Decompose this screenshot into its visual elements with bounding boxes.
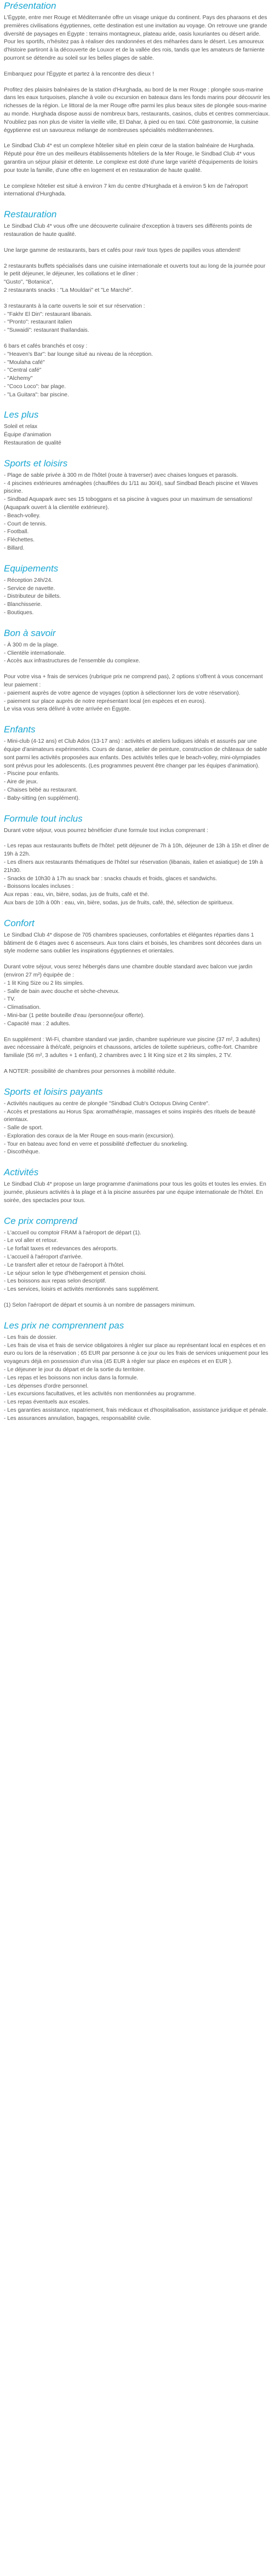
section-paragraph: 6 bars et cafés branchés et cosy : - "Heaven's Bar": bar lounge situé au niveau de la réception. - "Moulaha café" - "Central café" - "Alchemy" - "Coco Loco": bar plage. - "La Guitara": bar piscine. xyxy=(4,343,153,398)
section-paragraph: - Plage de sable privée à 300 m de l'hôtel (route à traverser) avec chaises longues et parasols. - 4 piscines extérieures aménagées (chauffées du 1/11 au 30/4), sauf Sindbad Beach piscine et Waves piscine. - Sindbad Aquapark avec ses 15 toboggans et sa piscine à vagues pour un maximum de sensations! (Aquapark ouvert à la clientèle extérieure). - Beach-volley. - Court de tennis. - Football. - Fléchettes. - Billard. xyxy=(4,472,258,552)
section-1 xyxy=(4,209,270,399)
section-paragraph: Embarquez pour l'Égypte et partez à la rencontre des dieux ! xyxy=(4,71,154,77)
section-title: Les plus xyxy=(4,409,39,420)
section-title: Les prix ne comprennent pas xyxy=(4,1320,124,1331)
section-5 xyxy=(4,627,270,714)
section-0 xyxy=(4,0,270,199)
section-paragraph: - Réception 24h/24. - Service de navette. - Distributeur de billets. - Blanchisserie. - Boutiques. xyxy=(4,577,61,616)
section-4 xyxy=(4,563,270,617)
section-title: Sports et loisirs payants xyxy=(4,1086,103,1097)
section-paragraph: - À 300 m de la plage. - Clientèle internationale. - Accès aux infrastructures de l'ensemble du complexe. xyxy=(4,642,140,665)
section-paragraph: Durant votre séjour, vous pourrez bénéficier d'une formule tout inclus comprenant : xyxy=(4,827,208,834)
section-paragraph: Le Sindbad Club 4* dispose de 705 chambres spacieuses, confortables et élégantes réparties dans 1 bâtiment de 6 étages avec 6 ascenseurs. Aux tons clairs et boisés, les chambres sont décorées dans un style moderne sans oublier les inspirations égyptiennes et orientales. xyxy=(4,932,262,955)
section-title: Bon à savoir xyxy=(4,627,56,638)
section-title: Activités xyxy=(4,1167,39,1178)
section-paragraph: Le Sindbad Club 4* vous offre une découverte culinaire d'exception à travers ses différents points de restauration de haute qualité. xyxy=(4,223,252,238)
section-10 xyxy=(4,1166,270,1205)
section-paragraph: (1) Selon l'aéroport de départ et soumis à un nombre de passagers minimum. xyxy=(4,1302,196,1309)
section-paragraph: - Les frais de dossier. - Les frais de visa et frais de service obligatoires à régler sur place au représentant local en espèces et en euro ou lors de la réservation ; 65 EUR par personne à ce jour ou les frais de services uniquement pour les voyageurs déjà en possession d'un visa (45 EUR à régler sur place en espèces et en EUR ). - Le déjeuner le jour du départ et de la sortie du territoire. - Les repas et les boissons non inclus dans la formule. - Les dépenses d'ordre personnel. - Les excursions facultatives, et les activités non mentionnées au programme. - Les repas éventuels aux escales. - Les garanties assistance, rapatriement, frais médicaux et d'hospitalisation, assistance juridique et pénale. - Les assurances annulation, bagages, responsabilité civile. xyxy=(4,1334,269,1422)
section-title: Sports et loisirs xyxy=(4,458,68,469)
section-title: Présentation xyxy=(4,1,56,11)
section-paragraph: - Activités nautiques au centre de plongée "Sindbad Club's Octopus Diving Centre". - Accès et prestations au Horus Spa: aromathérapie, massages et soins inspirés des rituels de beauté orientaux. - Salle de sport. - Exploration des coraux de la Mer Rouge en sous-marin (excursion). - Tour en bateau avec fond en verre et possibilité d'effectuer du snorkeling. - Discothèque. xyxy=(4,1100,256,1156)
section-paragraph: - Mini-club (4-12 ans) et Club Ados (13-17 ans) : activités et ateliers ludiques idéals et assurés par une équipe d'animateurs expérimentés. Cours de danse, atelier de peinture, construction de châteaux de sable sont parmi les activités proposées aux enfants. Des activités telles que le beach-volley, mini-olympiades sont prévus pour les adolescents. (Les programmes peuvent être changer par les équipes d'animation). - Piscine pour enfants. - Aire de jeux. - Chaises bébé au restaurant. - Baby-sitting (en supplément). xyxy=(4,738,267,801)
section-paragraph: Soleil et relax Équipe d'animation Restauration de qualité xyxy=(4,424,61,447)
section-paragraph: Le Sindbad Club 4* est un complexe hôtelier situé en plein cœur de la station balnéaire de Hurghada. Réputé pour être un des meilleurs établissements hôteliers de la Mer Rouge, le Sindbad Club 4* vous garantira un séjour plaisir et détente. Le complexe est doté d'une large variété d'équipements de loisirs pour toute la famille, d'une offre en logement et en restauration de haute qualité. xyxy=(4,143,258,174)
section-paragraph: 2 restaurants buffets spécialisés dans une cuisine internationale et ouverts tout au long de la journée pour le petit déjeuner, le déjeuner, les collations et le dîner : "Gusto", "Botanica", 2 restaurants snacks : "La Mouldari" et "Le Marché". xyxy=(4,263,266,293)
section-title: Confort xyxy=(4,917,35,928)
section-7 xyxy=(4,813,270,908)
section-11 xyxy=(4,1215,270,1310)
section-title: Restauration xyxy=(4,209,57,220)
section-paragraph: Pour votre visa + frais de services (rubrique prix ne comprend pas), 2 options s'offrent à vous concernant leur paiement : - paiement auprès de votre agence de voyages (option à sélectionner lors de votre réservation). - paiement sur place auprès de notre représentant local (en espèces et en euros). Le visa vous sera délivré à votre arrivée en Égypte. xyxy=(4,674,263,713)
section-paragraph: En supplément : Wi-Fi, chambre standard vue jardin, chambre supérieure vue piscine (37 m², 3 adultes) avec nécessaire à thé/café, peignoirs et chaussons, articles de toilette supérieurs, coffre-fort. Chambre familiale (56 m², 3 adultes + 1 enfant), 2 chambres avec 1 lit King size et 2 lits simples, 2 TV. xyxy=(4,1036,260,1059)
section-paragraph: Le complexe hôtelier est situé à environ 7 km du centre d'Hurghada et à environ 5 km de l'aéroport international d'Hurghada. xyxy=(4,183,248,198)
section-title: Equipements xyxy=(4,563,59,574)
section-paragraph: Le Sindbad Club 4* propose un large programme d'animations pour tous les goûts et toutes les envies. En journée, plusieurs activités à la plage et à la piscine assurées par une équipe internationale de l'hôtel. En soirée, des spectacles pour tous. xyxy=(4,1181,266,1204)
section-paragraph: Durant votre séjour, vous serez hébergés dans une chambre double standard avec balcon vue jardin (environ 27 m²) équipée de : - 1 lit King Size ou 2 lits simples. - Salle de bain avec douche et sèche-cheveux. - TV. - Climatisation. - Mini-bar (1 petite bouteille d'eau /personne/jour offerte). - Capacité max : 2 adultes. xyxy=(4,964,253,1027)
section-paragraph: - Les repas aux restaurants buffets de l'hôtel: petit déjeuner de 7h à 10h, déjeuner de 13h à 15h et dîner de 19h à 22h. - Les dîners aux restaurants thématiques de l'hôtel sur réservation (libanais, italien et asiatique) de 19h à 21h30. - Snacks de 10h30 à 17h au snack bar : snacks chauds et froids, glaces et sandwichs. - Boissons locales incluses : Aux repas : eau, vin, bière, sodas, jus de fruits, café et thé. Aux bars de 10h à 00h : eau, vin, bière, sodas, jus de fruits, café, thé, sélection de spiritueux. xyxy=(4,843,269,906)
section-paragraph: 3 restaurants à la carte ouverts le soir et sur réservation : - "Fakhr El Din": restaurant libanais. - "Pronto": restaurant italien - "Suwaidi": restaurant thaïlandais. xyxy=(4,303,145,334)
section-paragraph: - L'accueil ou comptoir FRAM à l'aéroport de départ (1). - Le vol aller et retour. - Le forfait taxes et redevances des aéroports. - L'accueil à l'aéroport d'arrivée. - Le transfert aller et retour de l'aéroport à l'hôtel. - Le séjour selon le type d'hébergement et pension choisi. - Les boissons aux repas selon descriptif. - Les services, loisirs et activités mentionnés sans supplément. xyxy=(4,1229,159,1293)
section-title: Ce prix comprend xyxy=(4,1215,78,1226)
section-paragraph: Une large gamme de restaurants, bars et cafés pour ravir tous types de papilles vous attendent! xyxy=(4,247,241,253)
section-3 xyxy=(4,458,270,553)
section-paragraph: A NOTER: possibilité de chambres pour personnes à mobilité réduite. xyxy=(4,1068,176,1075)
section-9 xyxy=(4,1086,270,1157)
section-8 xyxy=(4,917,270,1076)
section-2 xyxy=(4,409,270,447)
section-paragraph: L'Égypte, entre mer Rouge et Méditerranée offre un visage unique du continent. Pays des pharaons et des premières civilisations égyptiennes, cette destination est une invitation au voyage. On retrouve une grande diversité de paysages en Égypte : terrains montagneux, plateau aride, oasis luxuriantes ou désert aride. Pour les sportifs, n'hésitez pas à réaliser des randonnées et des méharées dans le désert. Les amoureux d'histoire partiront à la découverte de Louxor et de la vallée des rois, tandis que les amateurs de farniente pourront se détendre au soleil sur les belles plages de sable. xyxy=(4,15,267,61)
section-6 xyxy=(4,724,270,802)
section-title: Enfants xyxy=(4,724,36,735)
section-title: Formule tout inclus xyxy=(4,813,83,824)
section-paragraph: Profitez des plaisirs balnéaires de la station d'Hurghada, au bord de la mer Rouge : plongée sous-marine dans les eaux turquoises, planche à voile ou excursion en bateaux dans les fonds marins pour découvrir les richesses de la région. Le littoral de la mer Rouge offre parmi les plus beaux sites de plongée sous-marine au monde. Hurghada dispose aussi de nombreux bars, restaurants, casinos, clubs et centres commerciaux. N'oubliez pas non plus de visiter la vieille ville, El Dahar, à pied ou en taxi. Côté gastronomie, la cuisine égyptienne est un savoureux mélange de nombreuses spécialités méditerranéennes. xyxy=(4,86,270,134)
section-12 xyxy=(4,1320,270,1423)
